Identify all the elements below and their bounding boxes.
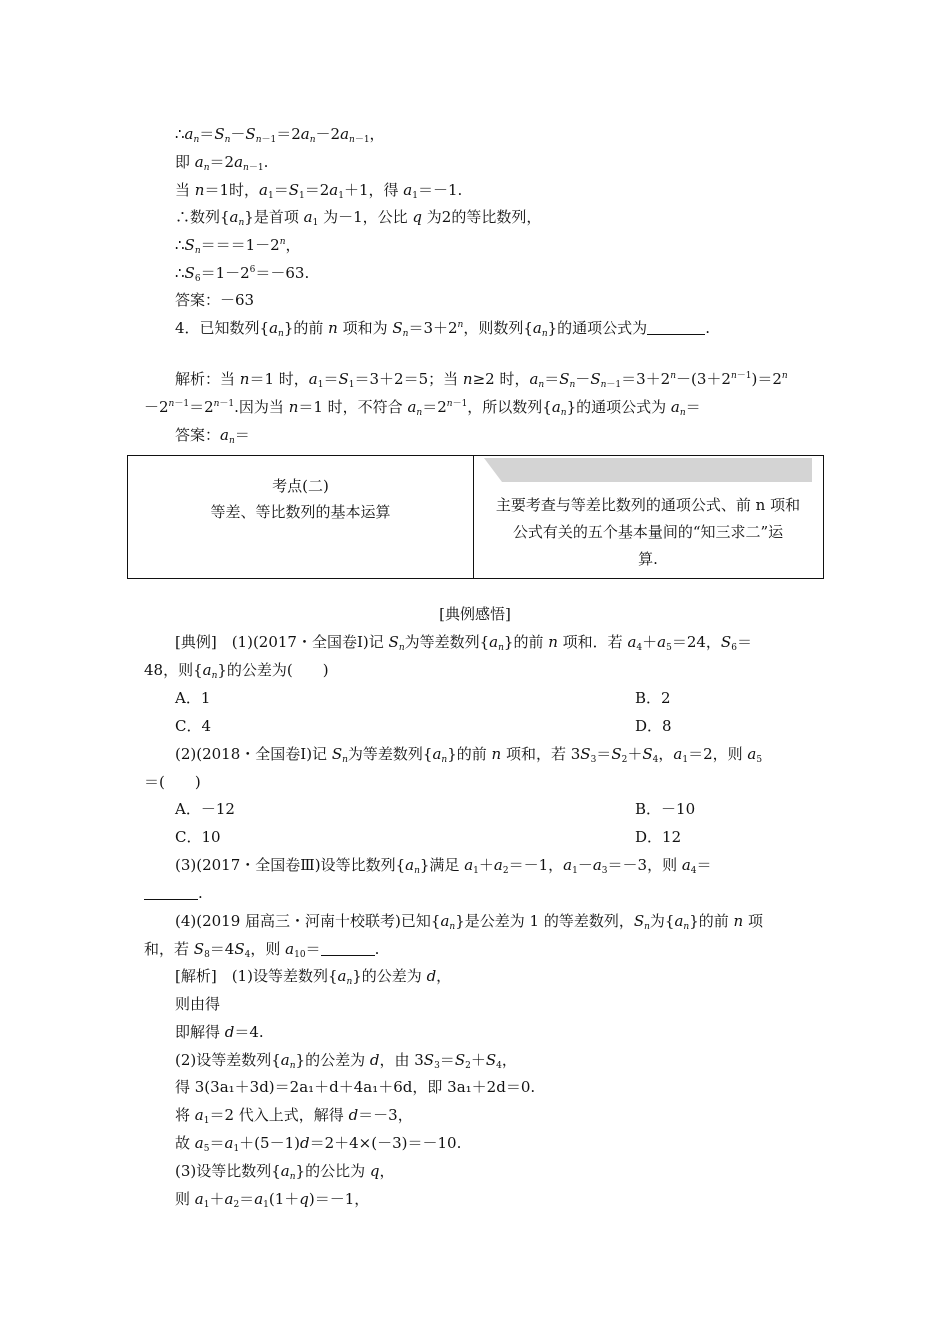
topic-description-line-1: 主要考查与等差比数列的通项公式、前 n 项和 <box>495 496 801 514</box>
answer-blank <box>144 885 198 900</box>
derivation-line-4: ∴数列$\{a_n\}$是首项 $a_1$ 为－1，公比 q 为2的等比数列， <box>175 208 542 228</box>
q4-solution-line-2: $-2^{n-1}=2^{n-1}$.因为当 n＝1 时，不符合 $a_n=2^{n-1}$，所以数列$\{a_n\}$的通项公式为 $a_n=$ <box>144 398 701 418</box>
answer-line-q3: 答案：－63 <box>175 291 255 309</box>
example-1-options-row-1 <box>175 688 671 708</box>
example-1-options-row-2 <box>175 716 672 736</box>
solution-line-2: 则由得 <box>175 995 221 1013</box>
option-d: D．8 <box>635 717 672 735</box>
section-heading: [典例感悟] <box>439 605 511 623</box>
topic-table <box>127 455 824 579</box>
example-2-options-row-1 <box>175 799 696 819</box>
example-1-line-2: 48，则$\{a_n\}$的公差为( ) <box>144 661 329 681</box>
q4-answer: 答案：$a_n=$ <box>175 426 250 446</box>
option-d: D．12 <box>635 828 682 846</box>
solution-line-3: 即解得 d＝4. <box>175 1023 264 1041</box>
derivation-line-5: $\therefore S_n===1-2^n$， <box>175 236 301 256</box>
derivation-line-1: $\therefore a_n=S_n-S_{n-1}=2a_n-2a_{n-1}$， <box>175 125 385 145</box>
solution-line-4: (2)设等差数列$\{a_n\}$的公差为 d，由 $3S_3=S_2+S_4$， <box>175 1051 517 1071</box>
topic-description-line-3: 算. <box>638 550 658 568</box>
option-a: A．1 <box>175 689 211 707</box>
option-c: C．4 <box>175 717 212 735</box>
example-3-line-2: . <box>144 883 203 903</box>
example-3-line-1: (3)(2017・全国卷Ⅲ)设等比数列$\{a_n\}$满足 $a_1+a_2=-1$，$a_1-a_3=-3$，则 $a_4=$ <box>175 856 712 876</box>
derivation-line-2: 即 $a_n=2a_{n-1}$. <box>175 153 269 173</box>
example-1-line-1: [典例] (1)(2017・全国卷Ⅰ)记 $S_n$为等差数列$\{a_n\}$的前 n 项和．若 $a_4+a_5=24$，$S_6=$ <box>175 633 752 653</box>
solution-line-1: [解析] (1)设等差数列$\{a_n\}$的公差为 d， <box>175 967 452 987</box>
answer-blank <box>647 320 705 335</box>
topic-description-line-2: 公式有关的五个基本量间的“知三求二”运 <box>512 523 784 541</box>
solution-line-5: 得 3(3a₁＋3d)＝2a₁＋d＋4a₁＋6d，即 3a₁＋2d＝0. <box>175 1078 536 1096</box>
topic-description <box>478 492 818 573</box>
solution-line-8: (3)设等比数列$\{a_n\}$的公比为 q， <box>175 1162 395 1182</box>
question-4: 4．已知数列$\{a_n\}$的前 n 项和为 $S_n=3+2^n$，则数列$\{a_n\}$的通项公式为 . <box>175 319 710 339</box>
option-a: A．－12 <box>175 800 235 818</box>
topic-banner-decoration <box>484 458 812 482</box>
option-b: B．－10 <box>635 800 696 818</box>
table-divider <box>473 456 474 578</box>
derivation-line-3: 当 n＝1时，$a_1=S_1=2a_1+1$，得 $a_1=-1$. <box>175 181 463 201</box>
answer-blank <box>321 941 375 956</box>
topic-number: 考点(二) <box>272 477 329 495</box>
option-c: C．10 <box>175 828 221 846</box>
solution-line-9: 则 $a_1+a_2=a_1(1+q)=-1$， <box>175 1190 370 1210</box>
topic-title: 等差、等比数列的基本运算 <box>210 503 391 521</box>
solution-line-6: 将 $a_1=2$ 代入上式，解得 d＝－3， <box>175 1106 413 1126</box>
example-2-line-2: ＝( ) <box>144 773 201 791</box>
option-b: B．2 <box>635 689 671 707</box>
example-2-line-1: (2)(2018・全国卷Ⅰ)记 $S_n$为等差数列$\{a_n\}$的前 n 项和，若 $3S_3=S_2+S_4$，$a_1=2$，则 $a_5$ <box>175 745 763 765</box>
derivation-line-6: $\therefore S_6=1-2^6=-63$. <box>175 264 310 284</box>
example-4-line-2: 和，若 $S_8=4S_4$，则 $a_{10}=$ . <box>144 940 380 960</box>
q4-solution-line-1: 解析：当 n＝1 时，$a_1=S_1=3+2=5$；当 n≥2 时，$a_n=S_n-S_{n-1}=3+2^n-(3+2^{n-1})=2^n$ <box>175 370 788 390</box>
solution-line-7: 故 $a_5=a_1+(5-1)d=2+4\times(-3)=-10$. <box>175 1134 462 1154</box>
example-4-line-1: (4)(2019 届高三・河南十校联考)已知$\{a_n\}$是公差为 1 的等差数列，$S_n$为$\{a_n\}$的前 n 项 <box>175 912 763 932</box>
example-2-options-row-2 <box>175 827 682 847</box>
